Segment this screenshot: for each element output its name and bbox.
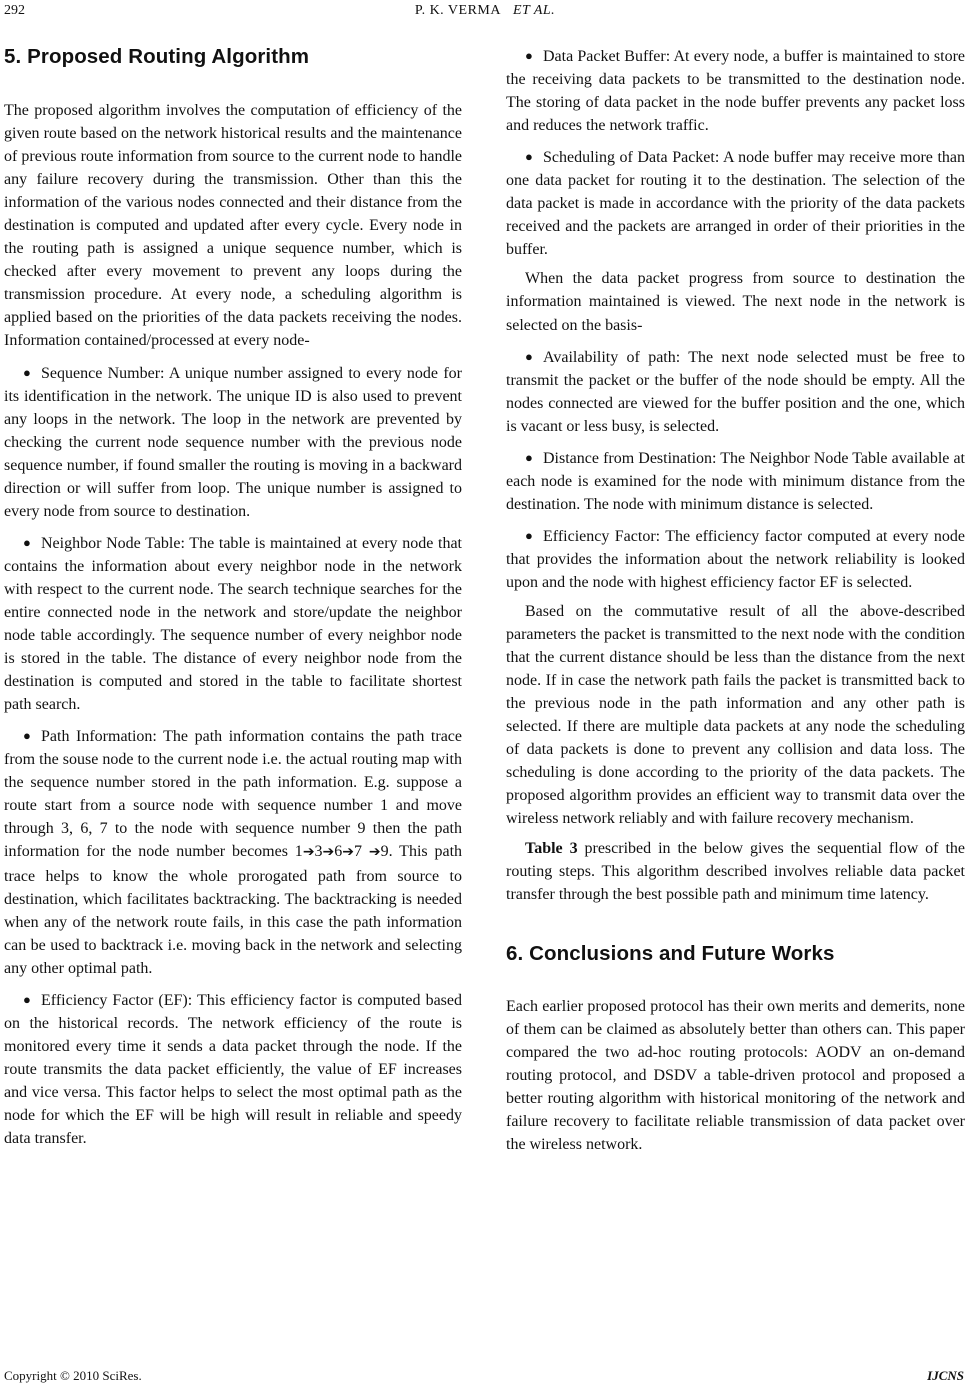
bullet-icon: ● (23, 364, 31, 380)
page-number: 292 (4, 3, 25, 18)
bullet-icon: ● (525, 48, 533, 63)
bullet-distance-from-destination: ● Distance from Destination: The Neighbor Node Table available at each node is examined for the node with minimum distance from the destination. The node with minimum distance is selected. (506, 446, 965, 516)
bullet-icon: ● (23, 991, 31, 1007)
right-column (506, 44, 965, 1156)
section-6-heading: 6. Conclusions and Future Works (506, 941, 835, 965)
arrow-icon: ➔ (302, 844, 315, 861)
arrow-icon: ➔ (322, 844, 335, 861)
bullet-icon: ● (525, 527, 533, 543)
arrow-icon: ➔ (342, 844, 355, 861)
table-3-reference: Table 3 (525, 839, 578, 857)
bullet-sequence-number: ● Sequence Number: A unique number assigned to every node for its identification in the network. The unique ID is also used to prevent any loops in the network. The loop in the network are prevented by checking the current node sequence number with the previous node sequence number, if found smaller the routing is moving in a backward direction or will suffer from loop. The unique number is assigned to every node from source to destination. (4, 361, 462, 523)
bullet-path-information: ● Path Information: The path information contains the path trace from the souse node to the current node i.e. the actual routing map with the sequence number stored in the path information. E.g. suppose a route start from a source node with sequence number 1 and move through 3, 6, 7 to the node with sequence number 9 then the path information for the node number becomes 1➔3➔6➔7 ➔9. This path trace helps to know the whole prorogated path from source to destination, which facilitates backtracking. The backtracking is needed when any of the network route fails, in this case the path information can be used to backtrack i.e. moving back in the network and selecting any other optimal path. (4, 724, 462, 980)
arrow-icon: ➔ (368, 844, 381, 861)
section-5-heading: 5. Proposed Routing Algorithm (4, 45, 310, 68)
paragraph-packet-progress: When the data packet progress from source to destination the information maintained is viewed. The next node in the network is selected on the basis- (506, 270, 965, 334)
running-header (0, 3, 970, 19)
section-5-intro: The proposed algorithm involves the computation of efficiency of the given route based on the network historical results and the maintenance of previous route information from source to the current node to handle any failure recovery during the transmission. Other than this the information of the various nodes connected and their distance from the destination is computed and updated after every cycle. Every node in the routing path is assigned a unique sequence number, which is checked after every movement to prevent any loops during the transmission procedure. At every node, a scheduling algorithm is applied based on the priorities of the data packets receiving the nodes. Information contained/processed at every node- (4, 102, 462, 350)
paragraph-based-on-result: Based on the commutative result of all the above-described parameters the packet is transmitted to the next node with the condition that the current distance should be less than the distance from the next node. If in case the network path fails the packet is transmitted back to the previous node in the path information and any other path is selected. If there are multiple data packets at any node the scheduling of data packets is done to prevent any collision and data loss. The scheduling is done according to the priority of the data packets. The proposed algorithm provides an efficient way to transmit data over the wireless network reliably and with failure recovery mechanism. (506, 603, 965, 828)
section-6-body: Each earlier proposed protocol has their own merits and demerits, none of them can be claimed as absolutely better than others can. This paper compared the two ad-hoc routing protocols: AODV an on-demand routing protocol, and DSDV a table-driven protocol and proposed a better routing algorithm with historical monitoring of the network and failure recovery to facilitate reliable transmission of data packet over the wireless network. (506, 997, 965, 1153)
bullet-icon: ● (525, 449, 533, 465)
bullet-efficiency-factor: ● Efficiency Factor: The efficiency factor computed at every node that provides the information about the network reliability is looked upon and the node with highest efficiency factor EF is selected. (506, 524, 965, 594)
bullet-data-packet-buffer: ● Data Packet Buffer: At every node, a buffer is maintained to store the receiving data packets to be transmitted to the destination node. The storing of data packet in the node buffer prevents any packet loss and reduces the network traffic. (506, 44, 965, 137)
running-header-authors: P. K. VERMA (414, 3, 501, 18)
left-column (4, 44, 462, 1150)
paragraph-table-reference: Table 3 prescribed in the below gives the sequential flow of the routing steps. This algorithm described involves reliable data packet transfer through the best possible path and minimum time latency. (506, 839, 965, 903)
bullet-icon: ● (23, 534, 31, 550)
bullet-icon: ● (525, 149, 533, 165)
footer-copyright: Copyright © 2010 SciRes. (4, 1368, 142, 1383)
footer-journal: IJCNS (927, 1368, 964, 1383)
bullet-icon: ● (23, 728, 31, 744)
bullet-availability-of-path: ● Availability of path: The next node selected must be free to transmit the packet or the buffer of the node should be empty. All the nodes connected are viewed for the buffer position and the one, which is vacant or less busy, is selected. (506, 345, 965, 438)
bullet-scheduling-of-data-packet: ● Scheduling of Data Packet: A node buffer may receive more than one data packet for routing it to the destination. The selection of the data packet is made in accordance with the priority of the data packets received and the packets are arranged in order of their priorities in the buffer. (506, 145, 965, 261)
running-header-et-al: ET AL. (512, 3, 556, 18)
bullet-icon: ● (525, 348, 533, 364)
bullet-neighbor-node-table: ● Neighbor Node Table: The table is maintained at every node that contains the information about every neighbor node in the network with respect to the current node. The search technique searches for the entire connected node in the network and store/update the neighbor node table accordingly. The sequence number of every neighbor node is stored in the table. The distance of every neighbor node from the destination is computed and stored in the table to facilitate shortest path search. (4, 531, 462, 716)
bullet-efficiency-factor-ef: ● Efficiency Factor (EF): This efficiency factor is computed based on the historical records. The network efficiency of the route is monitored every time it sends a data packet through the node. If the route transmits the data packet efficiently, the value of EF increases and vice versa. This factor helps to select the most optimal path as the node for which the EF will be high will result in reliable and speedy data transfer. (4, 988, 462, 1150)
